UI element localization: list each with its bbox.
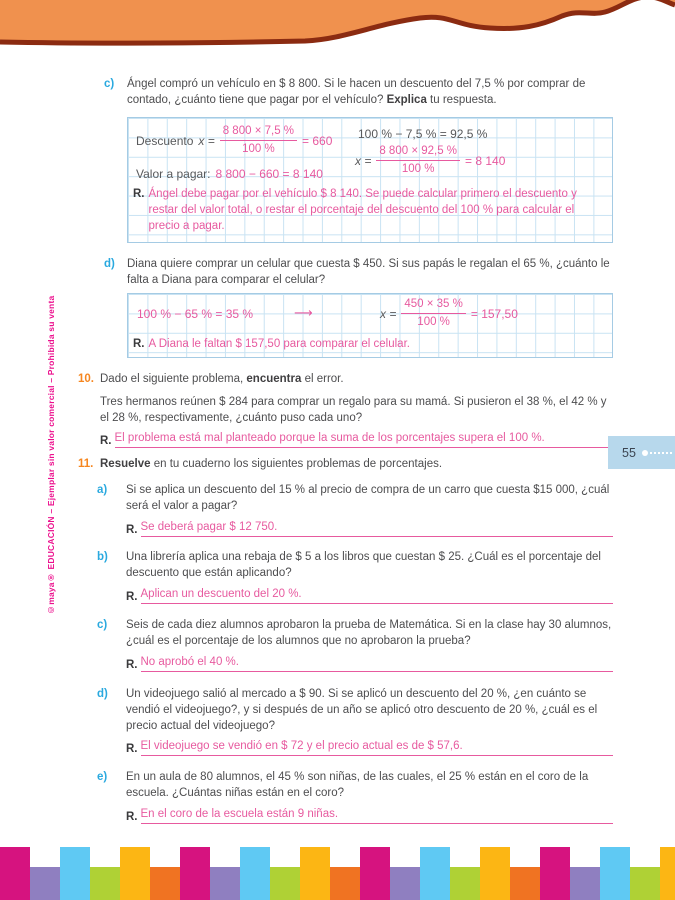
footer-bar	[210, 867, 240, 900]
percent-subtraction: 100 % − 7,5 % = 92,5 %	[358, 127, 488, 141]
item-answer: R. Aplican un descuento del 20 %.	[126, 587, 613, 604]
problem-10-heading	[78, 372, 613, 388]
footer-bar	[600, 847, 630, 900]
item-question: Seis de cada diez alumnos aprobaron la prueba de Matemática. Si en la clase hay 30 alumnos, ¿cuál es el porcentaje de los alumnos que no aprobaron la prueba?	[126, 619, 612, 647]
footer-bar	[120, 847, 150, 900]
item-question: Un videojuego salió al mercado a $ 90. Si se aplicó un descuento del 20 %, ¿en cuánto se vendió el videojuego?, y si después de un año se aplicó otro descuento de 20 %, ¿cuál es el precio actual del videojuego?	[126, 688, 598, 732]
footer-bar	[270, 867, 300, 900]
x-equation: x = $\frac{8 800 \times 92,5 \%}{100 \%}$ = 8 140	[355, 145, 506, 175]
problem-instruction: Resuelve en tu cuaderno los siguientes problemas de porcentajes.	[100, 458, 443, 470]
boxed-answer-d: R. A Diana le faltan $ 157,50 para comparar el celular.	[133, 338, 410, 350]
problem-number: 10.	[78, 373, 94, 385]
footer-bar	[150, 867, 180, 900]
footer-bar	[570, 867, 600, 900]
item-answer: R. No aprobó el 40 %.	[126, 655, 613, 672]
value-to-pay: Valor a pagar: 8 800 − 660 = 8 140	[136, 167, 323, 181]
footer-bar	[540, 847, 570, 900]
item-body	[126, 618, 613, 672]
item-question: Diana quiere comprar un celular que cuesta $ 450. Si sus papás le regalan el 65 %, ¿cuánto le falta a Diana para comparar el celular?	[127, 258, 610, 286]
sidebar-copyright: ©maya® EDUCACIÓN – Ejemplar sin valor comercial – Prohibida su venta	[46, 295, 56, 615]
item-letter: a)	[97, 484, 108, 496]
sub-item-c	[97, 618, 613, 672]
problem-10-body: Tres hermanos reúnen $ 284 para comprar un regalo para su mamá. Si pusieron el 38 %, el 42 % y el 28 %, respectivamente, ¿cuánto puso cada uno?	[100, 396, 607, 424]
item-letter: e)	[97, 771, 108, 783]
page-tab-dot-icon	[642, 450, 648, 456]
work-box-c	[127, 117, 613, 243]
problem-number: 11.	[78, 458, 94, 470]
item-body	[126, 550, 613, 604]
footer-bar	[630, 867, 660, 900]
footer-bars	[0, 847, 675, 900]
item-answer: R. Se deberá pagar $ 12 750.	[126, 520, 613, 537]
item-answer: R. En el coro de la escuela están 9 niñas.	[126, 807, 613, 824]
item-letter: d)	[104, 258, 115, 270]
item-body	[126, 483, 613, 537]
item-question: Si se aplica un descuento del 15 % al precio de compra de un carro que cuesta $15 000, ¿cuál será el valor a pagar?	[126, 484, 610, 512]
fraction: $\frac{450 \times 35 \%}{100 \%}$	[401, 298, 466, 329]
item-question: Una librería aplica una rebaja de $ 5 a los libros que cuestan $ 25. ¿Cuál es el porcentaje del descuento que están aplicando?	[126, 551, 601, 579]
problem-item-d	[104, 257, 613, 289]
footer-bar	[660, 847, 675, 900]
problem-item-c	[104, 77, 613, 109]
page-number: 55	[622, 445, 636, 460]
right-arrow-icon: ⟶	[294, 305, 313, 320]
footer-bar	[0, 847, 30, 900]
item-letter: c)	[104, 78, 115, 90]
page-number-tab	[608, 436, 675, 469]
sub-item-e	[97, 770, 613, 824]
problem-11-heading	[78, 457, 613, 473]
item-letter: d)	[97, 688, 108, 700]
header-wave-graphic	[0, 0, 675, 60]
item-body	[126, 687, 613, 756]
percent-subtraction: 100 % − 65 % = 35 %	[137, 307, 254, 321]
footer-bar	[90, 867, 120, 900]
footer-bar	[300, 847, 330, 900]
fraction: $\frac{8 800 \times 92,5 \%}{100 \%}$	[376, 145, 460, 176]
footer-bar	[450, 867, 480, 900]
boxed-answer-c: R. Ángel debe pagar por el vehículo $ 8 140. Se puede calcular primero el descuento y restar del valor total, o restar el porcentaje del descuento del 100 % para calcular el precio a pagar.	[133, 188, 577, 232]
problem-instruction: Dado el siguiente problema, encuentra el error.	[100, 373, 344, 385]
item-answer: R. El videojuego se vendió en $ 72 y el precio actual es de $ 57,6.	[126, 739, 613, 756]
item-letter: c)	[97, 619, 108, 631]
footer-bar	[240, 847, 270, 900]
work-box-d	[127, 293, 613, 358]
item-question: Ángel compró un vehículo en $ 8 800. Si le hacen un descuento del 7,5 % por comprar de contado, ¿cuánto tiene que pagar por el vehículo? Explica tu respuesta.	[127, 78, 586, 106]
fraction: $\frac{8 800 \times 7,5 \%}{100 \%}$	[220, 125, 297, 156]
item-letter: b)	[97, 551, 108, 563]
x-equation: x = $\frac{450 \times 35 \%}{100 \%}$ = 157,50	[380, 298, 518, 328]
footer-bar	[60, 847, 90, 900]
sub-item-a	[97, 483, 613, 537]
discount-equation: Descuento x = $\frac{8 800 \times 7,5 \%}{100 \%}$ = 660	[136, 125, 333, 155]
sub-item-d	[97, 687, 613, 756]
footer-bar	[330, 867, 360, 900]
footer-bar	[360, 847, 390, 900]
footer-bar	[30, 867, 60, 900]
sub-item-b	[97, 550, 613, 604]
footer-bar	[480, 847, 510, 900]
footer-bar	[510, 867, 540, 900]
item-question: En un aula de 80 alumnos, el 45 % son niñas, de las cuales, el 25 % están en el coro de la escuela. ¿Cuántas niñas están en el coro?	[126, 771, 589, 799]
problem-10-answer: R. El problema está mal planteado porque la suma de los porcentajes supera el 100 %.	[100, 431, 613, 448]
footer-bar	[390, 867, 420, 900]
page-tab-dotted-line	[650, 452, 672, 454]
footer-bar	[420, 847, 450, 900]
footer-bar	[180, 847, 210, 900]
item-body	[126, 770, 613, 824]
